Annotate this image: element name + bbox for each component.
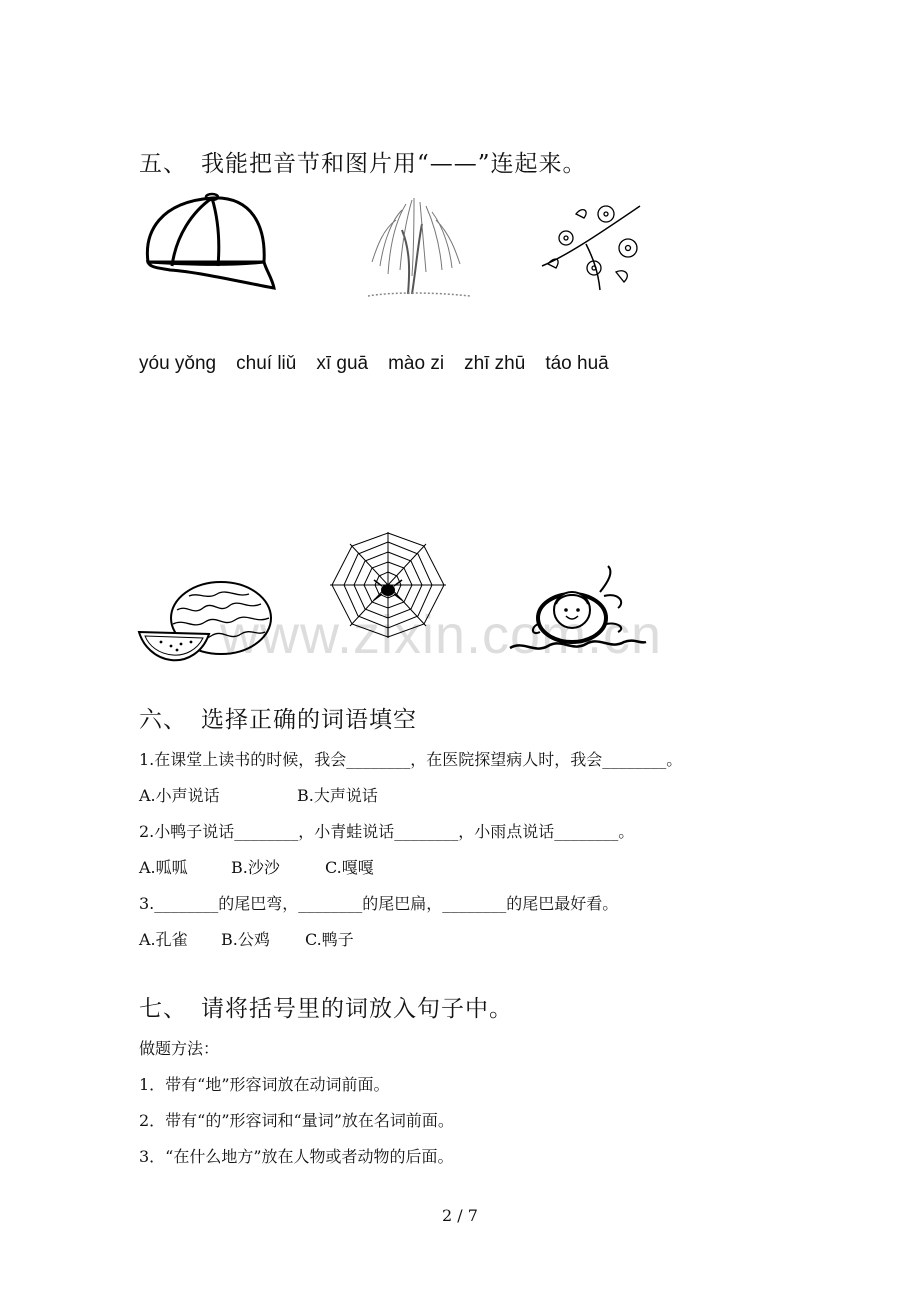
q2-option-c[interactable]: C.嘎嘎 bbox=[325, 858, 374, 877]
section-7-heading bbox=[139, 990, 513, 1023]
q1-option-b[interactable]: B.大声说话 bbox=[297, 786, 378, 805]
section-5-title: 我能把音节和图片用“——”连起来。 bbox=[201, 151, 587, 177]
question-1: 1.在课堂上读书的时候，我会________，在医院探望病人时，我会________。 bbox=[139, 750, 683, 769]
q2-option-a[interactable]: A.呱呱 bbox=[139, 858, 188, 877]
q3-option-b[interactable]: B.公鸡 bbox=[221, 930, 270, 949]
pinyin-xi-gua[interactable]: xī guā bbox=[316, 353, 369, 374]
rule-3: 3．“在什么地方”放在人物或者动物的后面。 bbox=[139, 1147, 454, 1166]
pinyin-row bbox=[139, 353, 629, 375]
section-5-number: 五、 bbox=[139, 151, 187, 177]
question-2: 2.小鸭子说话________，小青蛙说话________，小雨点说话________。 bbox=[139, 822, 635, 841]
page-number: 2 / 7 bbox=[442, 1206, 478, 1225]
pinyin-mao-zi[interactable]: mào zi bbox=[388, 353, 445, 374]
q3-option-c[interactable]: C.鸭子 bbox=[305, 930, 354, 949]
pinyin-zhi-zhu[interactable]: zhī zhū bbox=[464, 353, 526, 374]
rule-2: 2．带有“的”形容词和“量词”放在名词前面。 bbox=[139, 1111, 454, 1130]
pinyin-chui-liu[interactable]: chuí liǔ bbox=[236, 353, 297, 374]
question-3-options bbox=[139, 927, 354, 950]
section-7-title: 请将括号里的词放入句子中。 bbox=[201, 996, 513, 1022]
q3-option-a[interactable]: A.孔雀 bbox=[139, 930, 188, 949]
rule-1: 1．带有“地”形容词放在动词前面。 bbox=[139, 1075, 390, 1094]
method-label: 做题方法： bbox=[139, 1039, 220, 1058]
q2-option-b[interactable]: B.沙沙 bbox=[231, 858, 280, 877]
section-7-number: 七、 bbox=[139, 996, 187, 1022]
question-3: 3.________的尾巴弯，________的尾巴扁，________的尾巴最好看。 bbox=[139, 894, 619, 913]
question-2-options bbox=[139, 855, 374, 878]
section-6-title: 选择正确的词语填空 bbox=[201, 707, 417, 733]
watermark: www.zixin.com.cn bbox=[220, 605, 663, 665]
pinyin-tao-hua[interactable]: táo huā bbox=[545, 353, 609, 374]
peach-blossom-icon bbox=[536, 196, 648, 296]
q1-option-a[interactable]: A.小声说话 bbox=[139, 786, 220, 805]
section-6-heading bbox=[139, 701, 417, 734]
pinyin-you-yong[interactable]: yóu yǒng bbox=[139, 353, 217, 374]
section-6-number: 六、 bbox=[139, 707, 187, 733]
willow-icon bbox=[362, 190, 474, 302]
cap-icon bbox=[140, 192, 276, 292]
section-5-heading bbox=[139, 145, 587, 178]
question-1-options bbox=[139, 783, 378, 806]
